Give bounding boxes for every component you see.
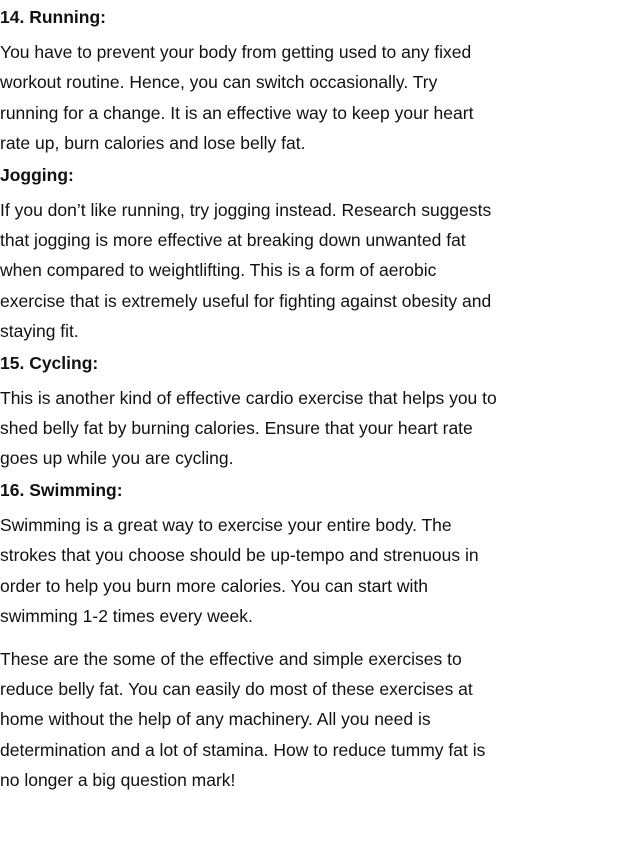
conclusion-paragraph: These are the some of the effective and simple exercises to reduce belly fat. You can easily do most of these exercises at home without the help of any machinery. All you need is determination and a lot of stamina. How to reduce tummy fat is no longer a big question mark! — [0, 648, 486, 791]
section-heading-cycling: 15. Cycling: — [0, 352, 99, 373]
section-paragraph-jogging: If you don’t like running, try jogging instead. Research suggests that jogging is more effective at breaking down unwanted fat when compared to weightlifting. This is a form of aerobic exercise that is extremely useful for fighting against obesity and staying fit. — [0, 199, 492, 342]
section-heading-running: 14. Running: — [0, 7, 106, 27]
section-heading-jogging: Jogging: — [0, 164, 74, 185]
section-paragraph-swimming: Swimming is a great way to exercise your entire body. The strokes that you choose should be up-tempo and strenuous in order to help you burn more calories. You can start with swimming 1-2 times every week. — [0, 514, 479, 627]
section-paragraph-running: You have to prevent your body from getting used to any fixed workout routine. Hence, you can switch occasionally. Try running for a change. It is an effective way to keep your heart rate up, burn calories and lose belly fat. — [0, 42, 474, 154]
section-paragraph-cycling: This is another kind of effective cardio exercise that helps you to shed belly fat by burning calories. Ensure that your heart rate goes up while you are cycling. — [0, 387, 497, 469]
section-heading-swimming: 16. Swimming: — [0, 479, 123, 500]
